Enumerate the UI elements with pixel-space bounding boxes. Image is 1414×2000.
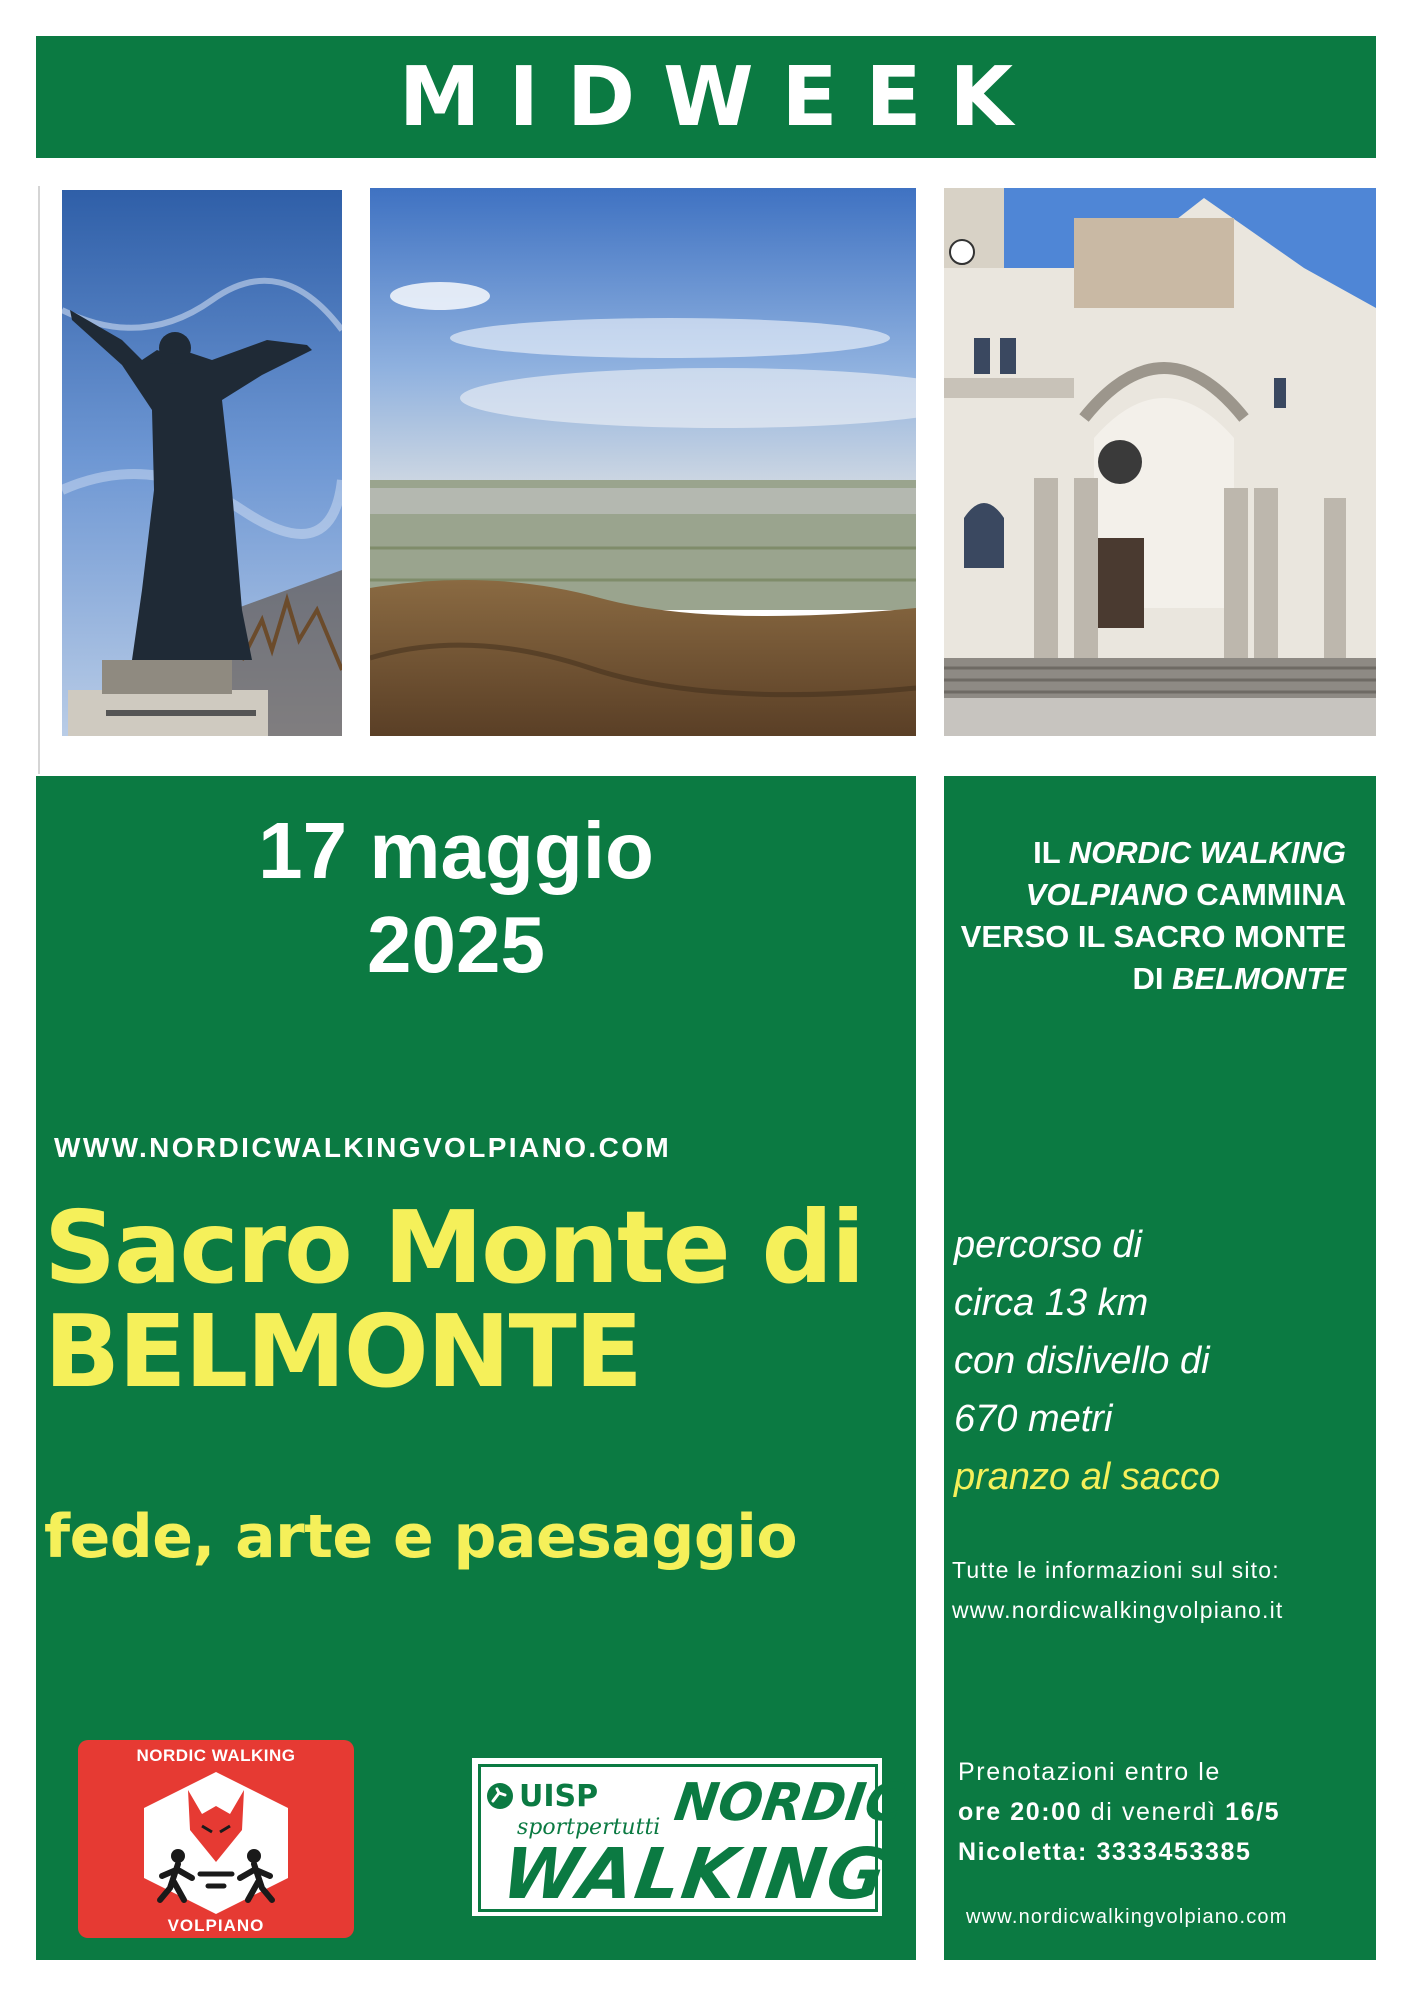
uisp-nordic-text: NORDIC	[670, 1773, 908, 1833]
main-title-line2: BELMONTE	[44, 1293, 641, 1410]
header-banner	[36, 36, 1376, 158]
banner-title: MIDWEEK	[398, 49, 1042, 145]
uisp-nordic-walking-logo	[472, 1758, 908, 1916]
route-line-2: circa 13 km	[954, 1282, 1149, 1324]
booking-date: 16/5	[1225, 1798, 1281, 1826]
website-link[interactable]: WWW.NORDICWALKINGVOLPIANO.COM	[54, 1132, 672, 1163]
photo-frame-line	[38, 186, 40, 774]
uisp-walking-text: WALKING	[497, 1833, 893, 1915]
fox-walker-icon	[138, 1770, 294, 1916]
route-line-3: con dislivello di	[954, 1340, 1210, 1382]
booking-info	[958, 1752, 1280, 1872]
main-title	[44, 1189, 864, 1410]
church-photo	[944, 188, 1376, 736]
footer-website-link[interactable]: www.nordicwalkingvolpiano.com	[966, 1906, 1288, 1928]
event-date-day: 17 maggio	[258, 806, 654, 895]
valley-photo	[370, 188, 916, 736]
main-subtitle: fede, arte e paesaggio	[44, 1502, 798, 1572]
logo-nwv-top-text: NORDIC WALKING	[136, 1746, 296, 1765]
booking-line-2	[958, 1792, 1280, 1832]
booking-line-1: Prenotazioni entro le	[958, 1758, 1221, 1786]
booking-line-3	[958, 1832, 1280, 1872]
booking-day: di venerdì	[1082, 1798, 1226, 1826]
uisp-logo-frame	[478, 1764, 908, 1915]
logo-nwv-bottom-text: VOLPIANO	[167, 1916, 265, 1935]
route-details	[954, 1216, 1220, 1506]
uisp-runner-icon	[485, 1781, 515, 1811]
intro-brand: NORDIC WALKING VOLPIANO	[1025, 835, 1346, 912]
statue-photo	[62, 190, 342, 736]
event-date-year: 2025	[367, 900, 545, 989]
left-panel	[36, 776, 916, 1960]
intro-place: BELMONTE	[1172, 961, 1346, 996]
uisp-tagline: sportpertutti	[517, 1815, 661, 1840]
booking-time: ore 20:00	[958, 1798, 1083, 1826]
main-title-line1: Sacro Monte di	[44, 1189, 864, 1306]
lunch-note: pranzo al sacco	[954, 1456, 1221, 1498]
nordic-walking-volpiano-logo	[78, 1740, 354, 1938]
info-website-link[interactable]: www.nordicwalkingvolpiano.it	[952, 1597, 1284, 1623]
uisp-brand-text: UISP	[519, 1779, 599, 1814]
booking-contact-phone[interactable]: 3333453385	[1096, 1838, 1252, 1866]
booking-contact-name: Nicoletta:	[958, 1838, 1088, 1866]
info-label: Tutte le informazioni sul sito:	[952, 1557, 1280, 1583]
right-panel	[944, 776, 1376, 1960]
intro-text	[946, 832, 1346, 1000]
route-line-4: 670 metri	[954, 1398, 1113, 1440]
route-line-1: percorso di	[954, 1224, 1142, 1266]
event-date	[36, 804, 916, 992]
intro-rest: CAMMINA VERSO IL SACRO MONTE DI	[960, 877, 1346, 996]
intro-prefix: IL	[1033, 835, 1069, 870]
info-text	[952, 1550, 1283, 1630]
